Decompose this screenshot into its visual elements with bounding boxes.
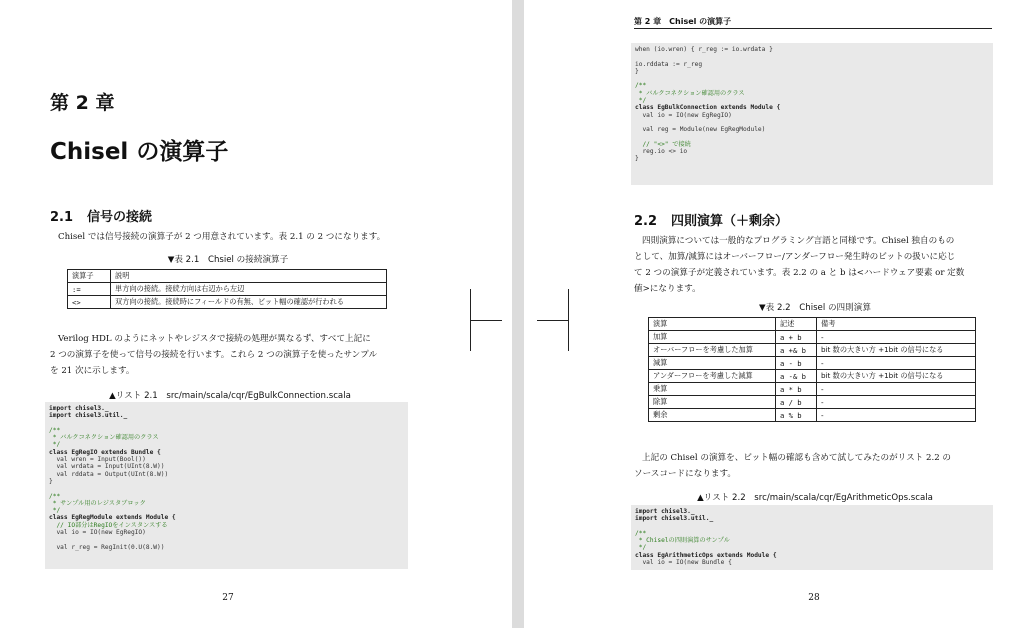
paragraph-line: を 21 次に示します。 (50, 366, 135, 376)
code-line: */ (635, 97, 647, 105)
table-header-cell: 備考 (817, 318, 976, 331)
paragraph-line: ソースコードになります。 (634, 469, 737, 479)
table-row (649, 344, 976, 357)
running-header: 第 2 章 Chisel の演算子 (634, 16, 992, 29)
code-line: val wren = Input(Bool()) (49, 456, 146, 464)
chapter-number: 第 2 章 (50, 92, 115, 114)
code-line: val io = IO(new EgRegIO) (635, 111, 732, 119)
table-row (649, 396, 976, 409)
table-row (68, 283, 387, 296)
code-line: class EgArithmeticOps extends Module { (635, 551, 777, 559)
table-cell: a - b (776, 357, 817, 370)
listing-caption: ▲リスト 2.2 src/main/scala/cqr/EgArithmeticOps.scala (697, 493, 933, 503)
table-header-cell: 演算 (649, 318, 776, 331)
table-row (649, 357, 976, 370)
code-line: val io = IO(new EgRegIO) (49, 529, 146, 537)
code-line: /** (49, 426, 61, 434)
code-line: } (49, 477, 53, 485)
code-line (635, 523, 989, 530)
paragraph-line: として、加算/減算にはオーバーフロー/アンダーフロー発生時のビットの扱いに応じ (634, 252, 956, 262)
code-line: io.rddata := r_reg (635, 60, 703, 68)
code-line: val reg = Module(new EgRegModule) (635, 126, 766, 134)
code-line: * サンプル用のレジスタブロック (49, 499, 146, 507)
table-cell: 除算 (649, 396, 776, 409)
code-line (635, 53, 989, 60)
table-cell: a / b (776, 396, 817, 409)
code-line: } (635, 155, 639, 163)
table-row (649, 331, 976, 344)
code-line: /** (635, 82, 647, 90)
section-number: 2.2 (634, 214, 658, 229)
table-header-row (649, 318, 976, 331)
code-line: class EgRegIO extends Bundle { (49, 448, 161, 456)
table-cell: 加算 (649, 331, 776, 344)
code-line (49, 420, 404, 427)
table-cell: a * b (776, 383, 817, 396)
table-cell: - (817, 383, 976, 396)
arithmetic-operators-table (648, 317, 976, 422)
page-gutter (512, 0, 524, 628)
table-cell: - (817, 409, 976, 422)
code-line: import chisel3._ (49, 405, 109, 412)
table-row (649, 409, 976, 422)
table-cell: 剰余 (649, 409, 776, 422)
chapter-title: Chisel の演算子 (50, 139, 229, 165)
table-cell: a +& b (776, 344, 817, 357)
table-cell: bit 数の大きい方 +1bit の信号になる (817, 344, 976, 357)
code-line (635, 75, 989, 82)
crop-mark (537, 320, 569, 321)
code-line: } (635, 67, 639, 75)
code-line (49, 536, 404, 543)
listing-caption: ▲リスト 2.1 src/main/scala/cqr/EgBulkConnection.scala (109, 391, 351, 401)
table-cell: a + b (776, 331, 817, 344)
paragraph-line: 2 つの演算子を使って信号の接続を行います。これら 2 つの演算子を使ったサンプル (50, 350, 378, 360)
code-line: val r_reg = RegInit(0.U(8.W)) (49, 543, 165, 551)
table-cell: bit 数の大きい方 +1bit の信号になる (817, 370, 976, 383)
paragraph (634, 450, 996, 482)
table-header-cell: 記述 (776, 318, 817, 331)
table-header-row (68, 270, 387, 283)
code-listing (631, 43, 993, 185)
table-cell: 乗算 (649, 383, 776, 396)
code-line: val rddata = Output(UInt(8.W)) (49, 470, 169, 478)
table-row (649, 383, 976, 396)
code-line: */ (635, 544, 647, 552)
paragraph-line: 値>になります。 (634, 284, 701, 294)
page-number: 27 (222, 593, 234, 603)
code-listing (45, 402, 408, 569)
table-caption: ▼表 2.1 Chsiel の接続演算子 (167, 255, 289, 265)
code-line: * バルクコネクション確認用のクラス (49, 434, 159, 442)
code-line: * Chiselの四則演算のサンプル (635, 537, 730, 545)
code-line: val wrdata = Input(UInt(8.W)) (49, 463, 165, 471)
code-line: * バルクコネクション確認用のクラス (635, 89, 745, 97)
code-line: import chisel3._ (635, 508, 695, 515)
code-line: reg.io <> io (635, 148, 688, 156)
code-line: class EgRegModule extends Module { (49, 514, 176, 522)
table-caption: ▼表 2.2 Chisel の四則演算 (759, 303, 871, 313)
table-cell: オーバーフローを考慮した加算 (649, 344, 776, 357)
paragraph-line: Verilog HDL のようにネットやレジスタで接続の処理が異なるず、すべて上記に (58, 334, 371, 344)
table-cell: 単方向の接続。接続方向は右辺から左辺 (111, 283, 387, 296)
code-listing (631, 505, 993, 570)
section-number: 2.1 (50, 210, 74, 225)
paragraph-line: 四則演算については一般的なプログラミング言語と同様です。Chisel 独自のもの (642, 236, 955, 246)
code-line: */ (49, 441, 61, 449)
table-cell: - (817, 357, 976, 370)
section-heading-2-1 (50, 206, 152, 225)
paragraph (634, 233, 996, 297)
table-cell: 減算 (649, 357, 776, 370)
paragraph-line: 上記の Chisel の演算を、ビット幅の確認も含めて試してみたのがリスト 2.2 の (642, 453, 951, 463)
right-page (524, 0, 1024, 628)
table-cell: アンダーフローを考慮した減算 (649, 370, 776, 383)
code-line (49, 485, 404, 492)
section-title: 信号の接続 (87, 210, 153, 225)
code-line: when (io.wren) { r_reg := io.wrdata } (635, 46, 773, 53)
code-line: import chisel3.util._ (49, 412, 128, 420)
table-row (68, 296, 387, 309)
paragraph (50, 331, 460, 379)
code-line: // IO部分はRegIOをインスタンスする (49, 521, 168, 529)
page-number: 28 (808, 593, 820, 603)
section-heading-2-2 (634, 210, 788, 229)
connection-operators-table (67, 269, 387, 309)
code-line: /** (635, 529, 647, 537)
section-title: 四則演算（＋剰余） (671, 214, 789, 229)
code-line: // "<>" で接続 (635, 140, 691, 148)
table-header-cell: 説明 (111, 270, 387, 283)
table-cell: a -& b (776, 370, 817, 383)
table-cell: - (817, 396, 976, 409)
table-row (649, 370, 976, 383)
code-line: /** (49, 492, 61, 500)
table-cell: := (68, 283, 111, 296)
table-cell: - (817, 331, 976, 344)
code-line (635, 119, 989, 126)
paragraph-line: て 2 つの演算子が定義されています。表 2.2 の a と b は<ハードウェア要素 or 定数 (634, 268, 965, 278)
table-cell: 双方向の接続。接続時にフィールドの有無、ビット幅の確認が行われる (111, 296, 387, 309)
code-line: */ (49, 507, 61, 515)
code-line (635, 134, 989, 141)
crop-mark (470, 320, 502, 321)
code-line: val io = IO(new Bundle { (635, 559, 732, 567)
table-cell: <> (68, 296, 111, 309)
table-header-cell: 演算子 (68, 270, 111, 283)
paragraph: Chisel では信号接続の演算子が 2 つ用意されています。表 2.1 の 2 つになります。 (58, 232, 386, 242)
table-cell: a % b (776, 409, 817, 422)
code-line: import chisel3.util._ (635, 515, 714, 523)
code-line: class EgBulkConnection extends Module { (635, 104, 781, 112)
